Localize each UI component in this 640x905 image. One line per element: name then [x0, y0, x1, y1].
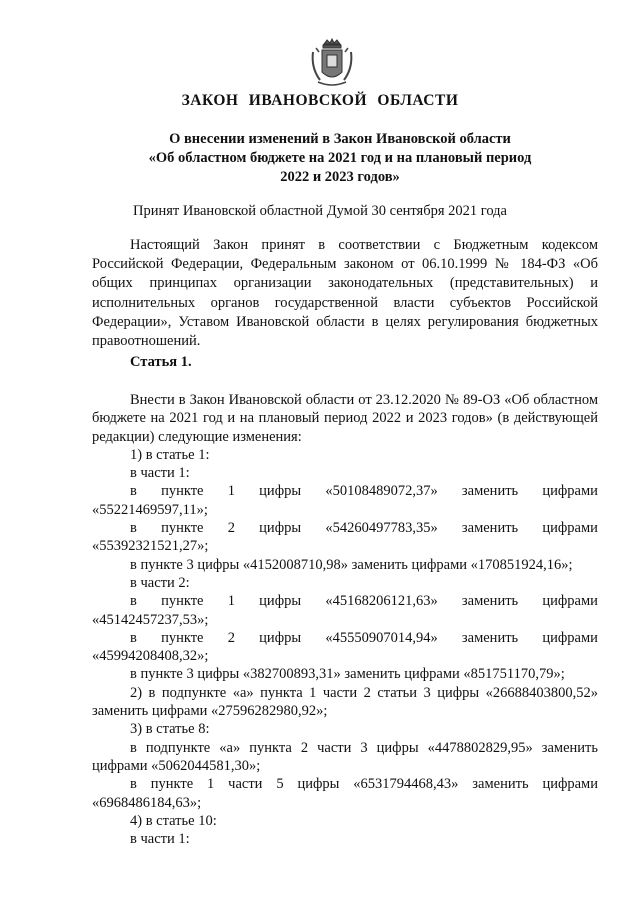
- word: 2: [227, 520, 235, 537]
- article-heading: Статья 1.: [130, 354, 192, 370]
- document-subtitle: [90, 130, 590, 187]
- word: цифрами: [542, 629, 598, 646]
- coat-of-arms-icon: [310, 38, 354, 88]
- word: в: [130, 520, 137, 537]
- amendment-line: «55392321521,27»;: [92, 538, 209, 555]
- amendment-line: в пункте 3 цифры «382700893,31» заменить цифрами «851751170,79»;: [130, 666, 565, 683]
- amendment-line: заменить цифрами «27596282980,92»;: [92, 703, 328, 720]
- word: в: [130, 629, 137, 646]
- word: цифрами: [542, 520, 598, 537]
- amendments-section: [92, 391, 598, 848]
- word: пункте: [161, 593, 204, 610]
- amendment-line: цифрами «5062044581,30»;: [92, 757, 261, 774]
- word: цифры: [259, 593, 302, 610]
- word: заменить: [461, 520, 519, 537]
- word: заменить: [461, 593, 519, 610]
- amendment-line: «6968486184,63»;: [92, 794, 202, 811]
- word: цифры: [259, 520, 302, 537]
- word: пункте: [161, 629, 204, 646]
- word: в: [130, 483, 137, 500]
- word: заменить: [461, 629, 519, 646]
- amendment-line: [92, 519, 598, 537]
- amendment-line: в подпункте «а» пункта 2 части 3 цифры «4478802829,95» заменить: [130, 739, 598, 756]
- amendment-item: 1) в статье 1:: [130, 446, 210, 463]
- intro-section: [92, 236, 598, 351]
- subtitle-line-2: «Об областном бюджете на 2021 год и на плановый период: [148, 150, 532, 166]
- amendment-line: [92, 482, 598, 500]
- amendment-item: в части 2:: [130, 574, 190, 591]
- amendment-item: в части 1:: [130, 465, 190, 482]
- word: «45550907014,94»: [325, 629, 438, 646]
- word: цифры: [259, 629, 302, 646]
- word: «45168206121,63»: [325, 593, 438, 610]
- document-title: ЗАКОН ИВАНОВСКОЙ ОБЛАСТИ: [181, 92, 459, 109]
- word: 1: [227, 483, 235, 500]
- word: цифрами: [542, 483, 598, 500]
- word: в: [130, 593, 137, 610]
- amendment-item: 3) в статье 8:: [130, 721, 210, 738]
- amendment-line: «55221469597,11»;: [92, 501, 208, 518]
- amendment-line: [92, 592, 598, 610]
- amendment-line: в пункте 3 цифры «4152008710,98» заменить цифрами «170851924,16»;: [130, 556, 573, 573]
- word: пункте: [161, 483, 204, 500]
- article-intro-paragraph: Внести в Закон Ивановской области от 23.12.2020 № 89-ОЗ «Об областном бюджете на 2021 год и на плановый период 2022 и 2023 годов» (в действующей редакции) следующие изменения:: [92, 392, 598, 445]
- adoption-date: Принят Ивановской областной Думой 30 сентября 2021 года: [133, 203, 507, 219]
- word: 2: [227, 629, 235, 646]
- word: цифрами: [542, 593, 598, 610]
- subtitle-line-1: О внесении изменений в Закон Ивановской области: [169, 131, 511, 147]
- amendment-line: «45142457237,53»;: [92, 611, 209, 628]
- word: 1: [227, 593, 235, 610]
- word: «54260497783,35»: [325, 520, 438, 537]
- amendment-line: 2) в подпункте «а» пункта 1 части 2 статьи 3 цифры «26688403800,52»: [130, 684, 598, 701]
- intro-paragraph: Настоящий Закон принят в соответствии с Бюджетным кодексом Российской Федерации, Федеральным законом от 06.10.1999 № 184-ФЗ «Об общих принципах организации законодательных (представительных) и исполнительных органов государственной власти субъектов Российской Федерации», Уставом Ивановской области в целях регулирования бюджетных правоотношений.: [92, 237, 598, 350]
- word: заменить: [461, 483, 519, 500]
- subtitle-line-3: 2022 и 2023 годов»: [280, 169, 400, 185]
- amendment-line: [92, 629, 598, 647]
- word: «50108489072,37»: [325, 483, 438, 500]
- amendment-line: «45994208408,32»;: [92, 648, 209, 665]
- amendment-item: 4) в статье 10:: [130, 812, 217, 829]
- amendment-line: в пункте 1 части 5 цифры «6531794468,43» заменить цифрами: [130, 776, 598, 793]
- word: цифры: [259, 483, 302, 500]
- word: пункте: [161, 520, 204, 537]
- amendment-item: в части 1:: [130, 831, 190, 848]
